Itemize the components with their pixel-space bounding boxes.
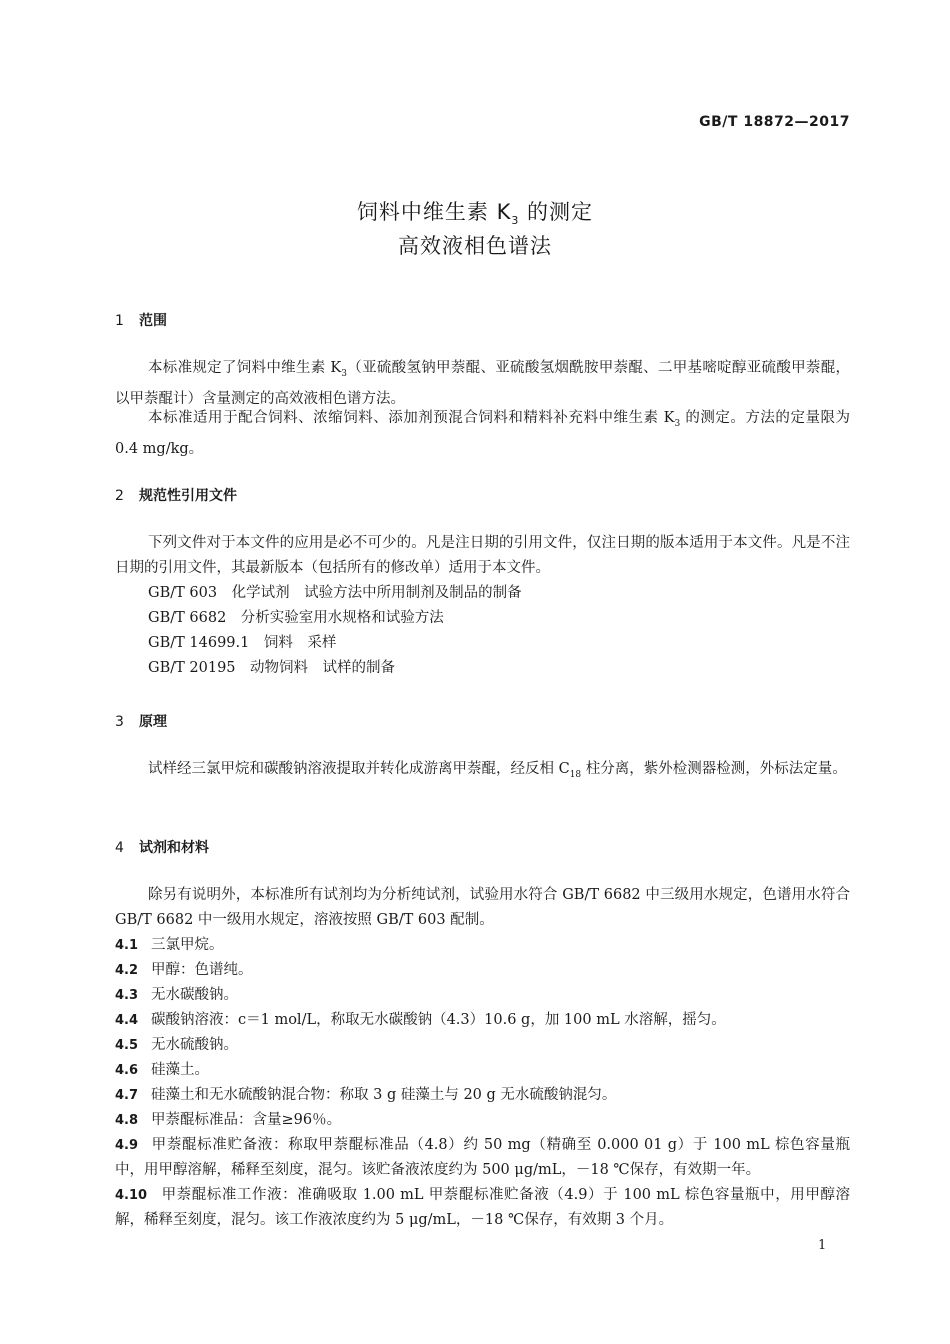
reagent-item bbox=[115, 1133, 850, 1183]
clause-number: 4.9 bbox=[115, 1138, 139, 1153]
clause-number: 4.10 bbox=[115, 1188, 148, 1203]
clause-number: 4.3 bbox=[115, 988, 139, 1003]
clause-text: 甲萘醌标准贮备液：称取甲萘醌标准品（4.8）约 50 mg（精确至 0.000 01 g）于 100 mL 棕色容量瓶中，用甲醇溶解，稀释至刻度，混匀。该贮备液浓度约为 500 μg/mL，－18 ℃保存，有效期一年。 bbox=[115, 1137, 850, 1178]
text-run: 本标准适用于配合饲料、浓缩饲料、添加剂预混合饲料和精料补充料中维生素 K bbox=[148, 410, 675, 426]
reagent-item bbox=[115, 1108, 850, 1133]
section-number: 3 bbox=[115, 714, 124, 730]
section-heading-references bbox=[115, 485, 237, 505]
clause-text: 硅藻土和无水硫酸钠混合物：称取 3 g 硅藻土与 20 g 无水硫酸钠混匀。 bbox=[151, 1087, 617, 1103]
section-title: 范围 bbox=[139, 313, 167, 329]
text-run: 试样经三氯甲烷和碳酸钠溶液提取并转化成游离甲萘醌，经反相 C bbox=[148, 761, 570, 777]
subscript: 3 bbox=[674, 418, 681, 429]
reagent-item bbox=[115, 958, 850, 983]
clause-number: 4.1 bbox=[115, 938, 139, 953]
reference-item: GB/T 14699.1 饲料 采样 bbox=[148, 635, 337, 651]
reagent-item bbox=[115, 1183, 850, 1233]
section-title: 原理 bbox=[139, 714, 167, 730]
clause-number: 4.8 bbox=[115, 1113, 139, 1128]
clause-text: 甲萘醌标准品：含量≥96％。 bbox=[151, 1112, 342, 1128]
section-number: 1 bbox=[115, 313, 124, 329]
clause-text: 碳酸钠溶液：c＝1 mol/L，称取无水碳酸钠（4.3）10.6 g，加 100 mL 水溶解，摇匀。 bbox=[151, 1012, 726, 1028]
subscript: 3 bbox=[341, 368, 347, 379]
clause-text: 甲萘醌标准工作液：准确吸取 1.00 mL 甲萘醌标准贮备液（4.9）于 100 mL 棕色容量瓶中，用甲醇溶解，稀释至刻度，混匀。该工作液浓度约为 5 μg/mL，－18 ℃保存，有效期 3 个月。 bbox=[115, 1187, 850, 1228]
clause-text: 三氯甲烷。 bbox=[151, 937, 224, 953]
reagents-intro: 除另有说明外，本标准所有试剂均为分析纯试剂，试验用水符合 GB/T 6682 中三级用水规定，色谱用水符合 GB/T 6682 中一级用水规定，溶液按照 GB/T 603 配制。 bbox=[115, 887, 850, 928]
reference-item: GB/T 20195 动物饲料 试样的制备 bbox=[148, 660, 396, 676]
clause-number: 4.4 bbox=[115, 1013, 139, 1028]
scope-paragraph-2 bbox=[115, 406, 850, 462]
reagent-item bbox=[115, 1083, 850, 1108]
reference-item: GB/T 6682 分析实验室用水规格和试验方法 bbox=[148, 610, 444, 626]
text-run: 柱分离，紫外检测器检测，外标法定量。 bbox=[581, 761, 847, 777]
section-heading-scope bbox=[115, 310, 167, 330]
text-run: 的测定。方法的定量限为 0.4 mg/kg。 bbox=[115, 410, 850, 457]
page-number: 1 bbox=[818, 1238, 827, 1253]
reference-item: GB/T 603 化学试剂 试验方法中所用制剂及制品的制备 bbox=[148, 585, 522, 601]
title-line1-part-b: 的测定 bbox=[519, 200, 594, 224]
clause-text: 硅藻土。 bbox=[151, 1062, 209, 1078]
clause-number: 4.6 bbox=[115, 1063, 139, 1078]
reagent-item bbox=[115, 933, 850, 958]
clause-number: 4.2 bbox=[115, 963, 139, 978]
principle-paragraph bbox=[115, 757, 850, 788]
clause-text: 无水硫酸钠。 bbox=[151, 1037, 238, 1053]
text-run: （亚硫酸氢钠甲萘醌、亚硫酸氢烟酰胺甲萘醌、二甲基嘧啶醇亚硫酸甲萘醌，以甲萘醌计）含量测定的高效液相色谱方法。 bbox=[115, 360, 850, 407]
section-heading-reagents bbox=[115, 837, 209, 857]
section-title: 试剂和材料 bbox=[139, 840, 209, 856]
text-run: 本标准规定了饲料中维生素 K bbox=[148, 360, 342, 376]
reagent-item bbox=[115, 1008, 850, 1033]
reagent-item bbox=[115, 1058, 850, 1083]
reagent-item bbox=[115, 1033, 850, 1058]
title-line1-part-a: 饲料中维生素 K bbox=[356, 200, 512, 224]
clause-number: 4.5 bbox=[115, 1038, 139, 1053]
title-subscript: 3 bbox=[511, 214, 520, 228]
references-intro: 下列文件对于本文件的应用是必不可少的。凡是注日期的引用文件，仅注日期的版本适用于本文件。凡是不注日期的引用文件，其最新版本（包括所有的修改单）适用于本文件。 bbox=[115, 535, 850, 576]
section-title: 规范性引用文件 bbox=[139, 488, 237, 504]
clause-text: 无水碳酸钠。 bbox=[151, 987, 238, 1003]
subscript: 18 bbox=[569, 769, 582, 780]
document-subtitle: 高效液相色谱法 bbox=[398, 234, 552, 258]
reagent-item bbox=[115, 983, 850, 1008]
section-heading-principle bbox=[115, 711, 167, 731]
section-number: 4 bbox=[115, 840, 124, 856]
scope-paragraph-1 bbox=[115, 356, 850, 412]
standard-code: GB/T 18872—2017 bbox=[699, 114, 850, 130]
clause-text: 甲醇：色谱纯。 bbox=[151, 962, 253, 978]
clause-number: 4.7 bbox=[115, 1088, 139, 1103]
section-number: 2 bbox=[115, 488, 124, 504]
document-title bbox=[0, 196, 950, 227]
